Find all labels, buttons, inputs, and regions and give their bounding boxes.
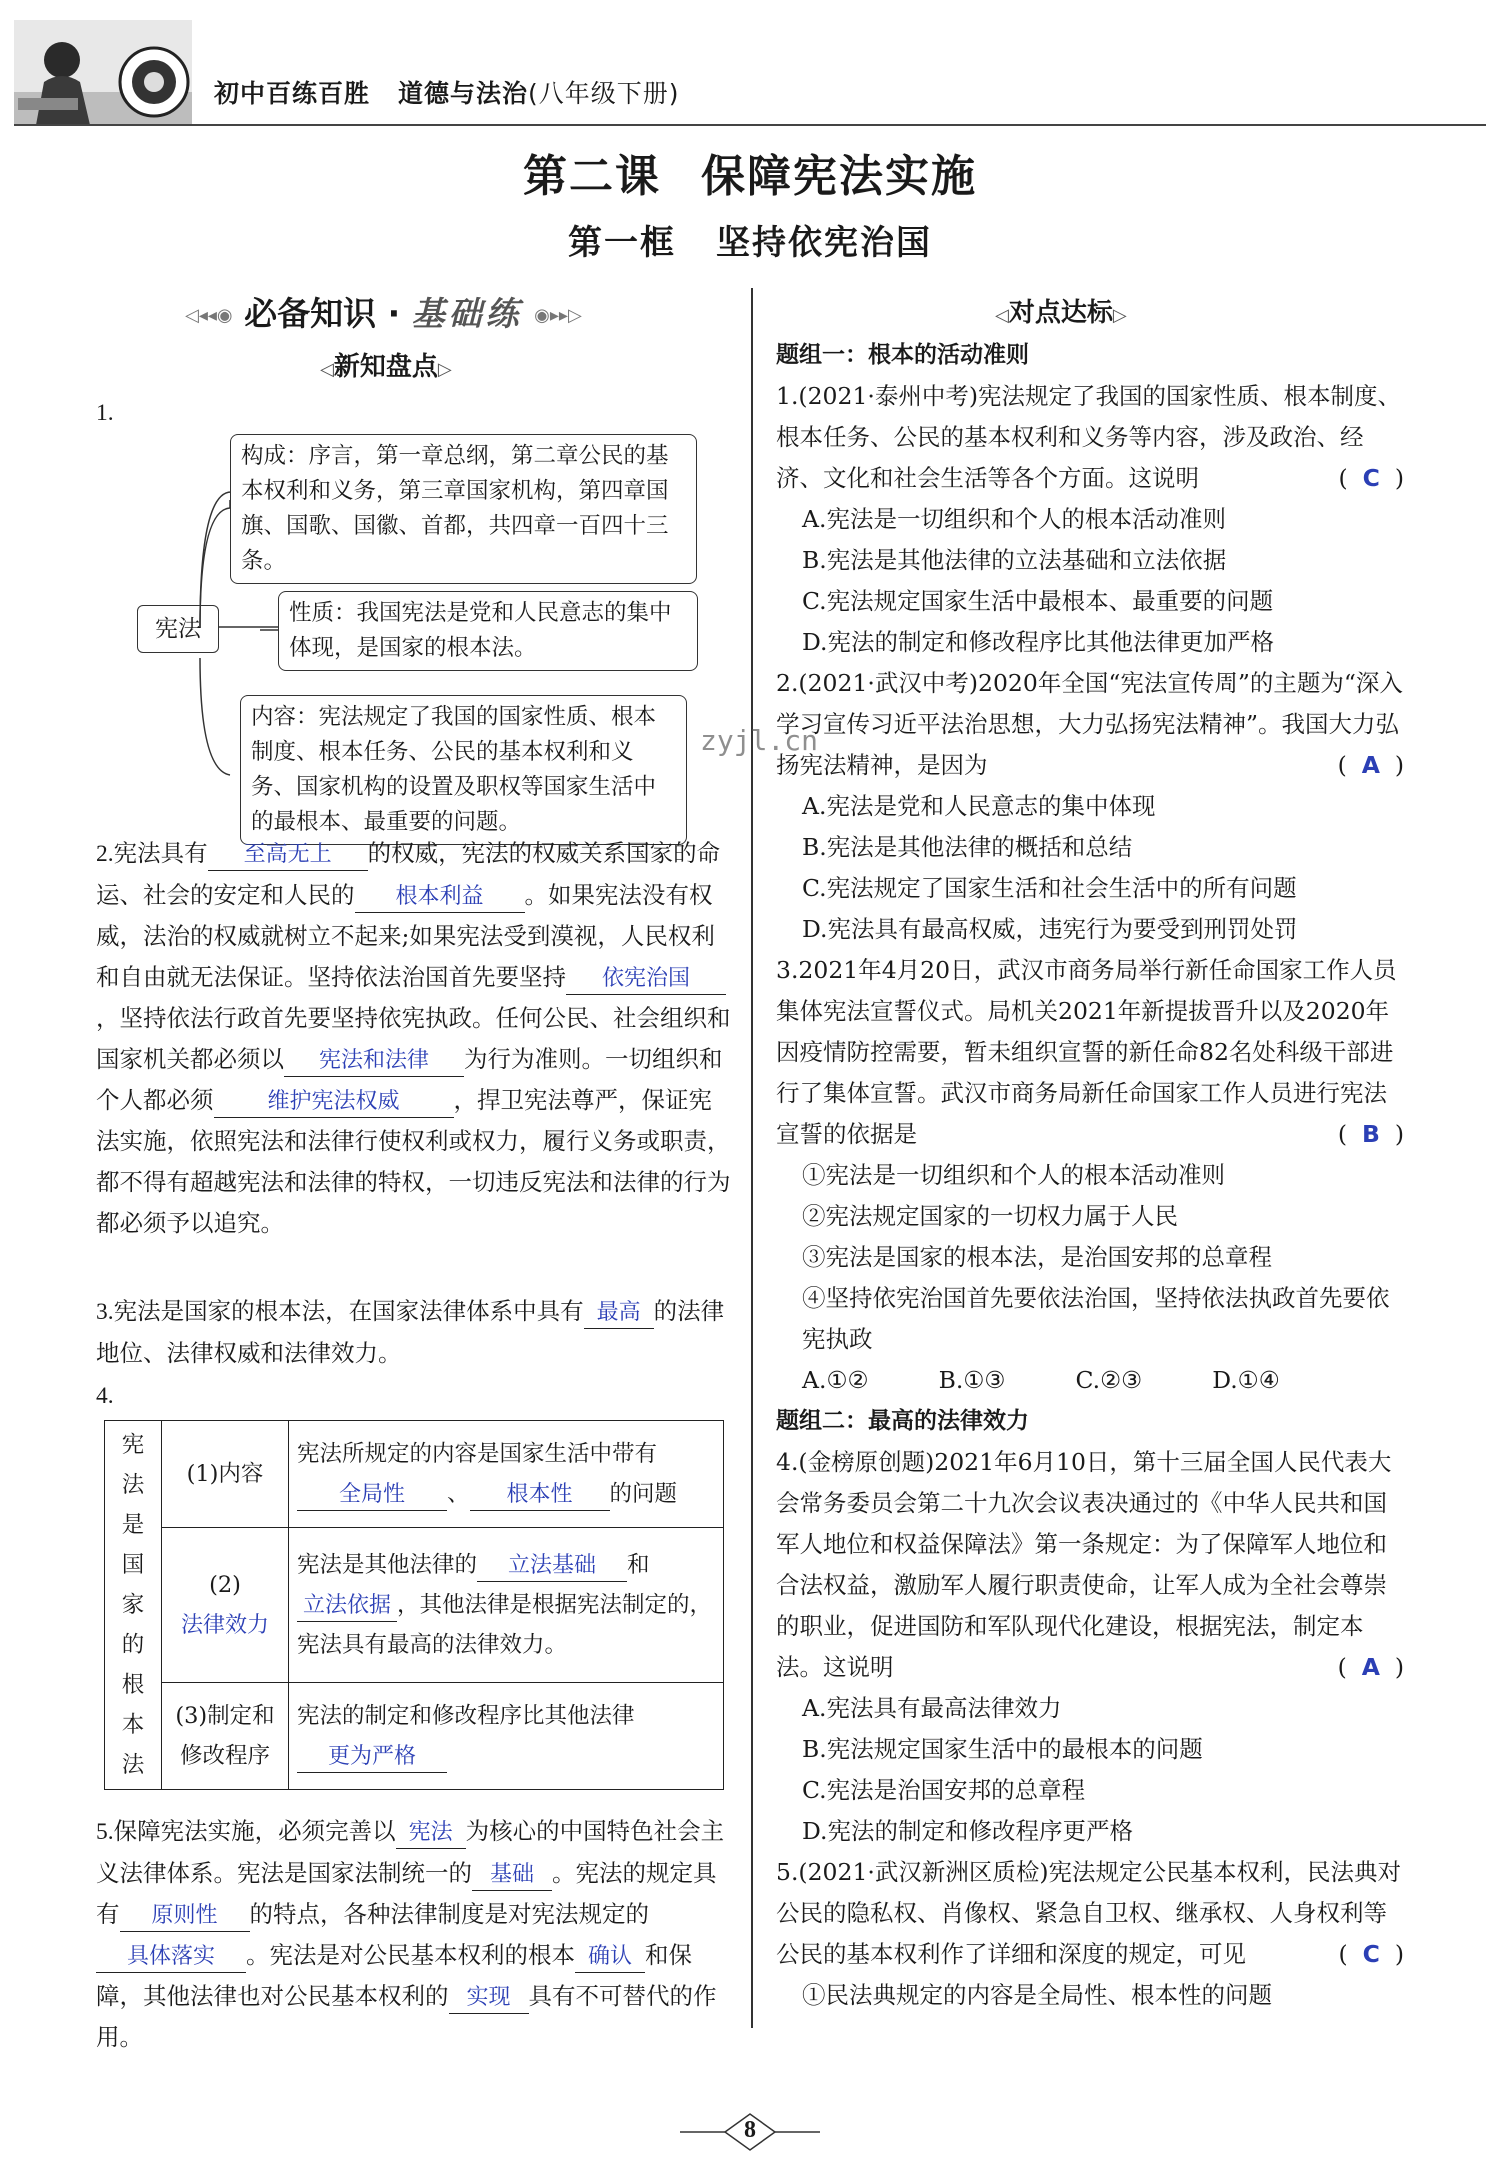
q2-text-3: 。如果宪法没有权威，法治的权威就树立不起来;如果宪法受到漠视，人民权利和自由就无法保证。坚持依法治国首先要坚持 — [96, 881, 715, 991]
r-q3-option-c: C.②③ — [1075, 1366, 1143, 1394]
r-q4-option-c: C.宪法是治国安邦的总章程 — [802, 1776, 1086, 1804]
r-q5-answer-wrap: ( C ) — [1338, 1940, 1404, 1968]
q5-text-3: 。宪法的规定具有 — [96, 1859, 717, 1928]
section-sub: 基础练 — [411, 294, 523, 333]
header-series: 初中百练百胜 — [214, 79, 371, 108]
r-q4-option-b: B.宪法规定国家生活中的最根本的问题 — [802, 1735, 1203, 1763]
r-q2-answer-wrap: ( A ) — [1337, 751, 1404, 779]
right-column — [776, 335, 1404, 2016]
r-q3-stem: 3.2021年4月20日，武汉市商务局举行新任命国家工作人员集体宪法宣誓仪式。局机关2021年新提拔晋升以及2020年因疫情防控需要，暂未组织宣誓的新任命82名处科级干部进行了集体宣誓。武汉市商务局新任命国家工作人员进行宪法宣誓的依据是 — [776, 956, 1397, 1148]
q4-r2-blank-2: 立法依据 — [297, 1591, 397, 1622]
q4-r1-label: (1)内容 — [162, 1421, 289, 1528]
q4-r3-blank-1: 更为严格 — [297, 1742, 447, 1773]
q4-number: 4. — [96, 1383, 114, 1409]
r-q1-option-d: D.宪法的制定和修改程序比其他法律更加严格 — [802, 628, 1274, 656]
q4-r1-blank-1: 全局性 — [297, 1480, 447, 1511]
r-q4-answer-wrap: ( A ) — [1337, 1653, 1404, 1681]
q3-text-2: 的法律地位、法律权威和法律效力。 — [96, 1297, 725, 1367]
q4-table — [104, 1420, 724, 1790]
q4-r1-blank-2: 根本性 — [470, 1480, 610, 1511]
q5-text-6: 和保障，其他法律也对公民基本权利的 — [96, 1941, 692, 2010]
header-grade: (八年级下册) — [528, 79, 680, 108]
q2-blank-4: 宪法和法律 — [284, 1046, 464, 1077]
q5-blank-3: 原则性 — [120, 1901, 250, 1932]
q4-r1-text-1: 宪法所规定的内容是国家生活中带有 — [297, 1440, 658, 1467]
q4-r2-text-1: 宪法是其他法律的 — [297, 1551, 478, 1578]
section-dot: · — [387, 294, 401, 333]
r-question-1 — [776, 376, 1404, 499]
q1-number: 1. — [96, 400, 114, 426]
subsection-right-label: 对点达标 — [1008, 298, 1113, 328]
r-q3-option-a: A.①② — [802, 1366, 869, 1394]
q5-text-2: 为核心的中国特色社会主义法律体系。宪法是国家法制统一的 — [96, 1817, 725, 1887]
q4-r3-label: (3)制定和修改程序 — [162, 1683, 289, 1790]
q5-text-7: 具有不可替代的作用。 — [96, 1982, 717, 2051]
q5-text-4: 的特点，各种法律制度是对宪法规定的 — [249, 1900, 649, 1928]
right-left-mark-icon: ◁ — [995, 305, 1009, 326]
r-q5-item-1: ①民法典规定的内容是全局性、根本性的问题 — [802, 1981, 1272, 2009]
r-q5-stem: 5.(2021·武汉新洲区质检)宪法规定公民基本权利，民法典对公民的隐私权、肖像权、紧急自卫权、继承权、人身权利等公民的基本权利作了详细和深度的规定，可见 — [776, 1858, 1402, 1968]
page-number-text: 8 — [744, 2117, 756, 2143]
r-question-2 — [776, 663, 1404, 786]
lesson-name: 保障宪法实施 — [701, 151, 977, 202]
r-q3-item-2: ②宪法规定国家的一切权力属于人民 — [802, 1202, 1178, 1230]
r-q2-option-a: A.宪法是党和人民意志的集中体现 — [802, 792, 1156, 820]
q5-number: 5. — [96, 1819, 114, 1845]
section-heading — [185, 288, 695, 338]
r-q1-option-a: A.宪法是一切组织和个人的根本活动准则 — [802, 505, 1226, 533]
group-2-heading: 题组二：最高的法律效力 — [776, 1408, 1029, 1434]
q4-r2-label: 法律效力 — [180, 1612, 269, 1638]
header-subject: 道德与法治 — [398, 79, 529, 108]
r-q3-item-4: ④坚持依宪治国首先要依法治国，坚持依法执政首先要依宪执政 — [802, 1284, 1390, 1353]
frame-name: 坚持依宪治国 — [716, 223, 932, 263]
q2-text-6: ，捍卫宪法尊严，保证宪法实施，依照宪法和法律行使权利或权力，履行义务或职责，都不得有超越宪法和法律的特权，一切违反宪法和法律的行为都必须予以追究。 — [96, 1086, 731, 1237]
lesson-title — [0, 140, 1500, 204]
q2-text-5: 为行为准则。一切组织和个人都必须 — [96, 1045, 723, 1114]
r-q2-option-b: B.宪法是其他法律的概括和总结 — [802, 833, 1133, 861]
q5-blank-2: 基础 — [472, 1860, 552, 1891]
q2-blank-5: 维护宪法权威 — [214, 1087, 454, 1118]
r-q4-option-d: D.宪法的制定和修改程序更严格 — [802, 1817, 1133, 1845]
r-q2-options — [776, 786, 1404, 950]
q4-r2-text-3: ，其他法律是根据宪法制定的，宪法具有最高的法律效力。 — [297, 1591, 713, 1658]
q4-r1-cell — [289, 1421, 724, 1528]
q5-blank-1: 宪法 — [396, 1818, 466, 1849]
r-q3-items — [776, 1155, 1404, 1401]
right-arrows-icon: ◉▸▸▷ — [534, 305, 582, 326]
q2-text-1: 宪法具有 — [113, 839, 208, 867]
r-q3-answer-wrap: ( B ) — [1337, 1120, 1404, 1148]
r-question-5 — [776, 1852, 1404, 1975]
question-3 — [96, 1291, 734, 1374]
group-1-heading: 题组一：根本的活动准则 — [776, 342, 1029, 368]
r-question-3 — [776, 950, 1404, 1155]
left-arrows-icon: ◁◂◂◉ — [185, 305, 233, 326]
q2-blank-3: 依宪治国 — [566, 964, 726, 995]
r-q3-option-d: D.①④ — [1212, 1366, 1280, 1394]
q2-blank-2: 根本利益 — [355, 882, 525, 913]
question-5 — [96, 1811, 734, 2058]
mindmap-box-content: 内容：宪法规定了我国的国家性质、根本制度、根本任务、公民的基本权利和义务、国家机构的设置及职权等国家生活中的最根本、最重要的问题。 — [240, 695, 687, 845]
right-mark-icon: ▷ — [437, 359, 452, 380]
page-number — [680, 2112, 820, 2152]
subsection-heading-left — [320, 346, 452, 383]
r-question-4 — [776, 1442, 1404, 1688]
mindmap-links — [110, 600, 285, 660]
q4-r2-blank-1: 立法基础 — [477, 1551, 627, 1582]
mindmap-box-structure: 构成：序言，第一章总纲，第二章公民的基本权利和义务，第三章国家机构，第四章国旗、国歌、国徽、首都，共四章一百四十三条。 — [230, 434, 697, 584]
q3-blank-1: 最高 — [584, 1298, 654, 1329]
header-title — [214, 74, 680, 110]
q4-r2-cell — [289, 1527, 724, 1682]
section-main: 必备知识 — [244, 294, 377, 333]
q4-r3-cell — [289, 1683, 724, 1790]
r-q1-answer-wrap: ( C ) — [1338, 464, 1404, 492]
q5-blank-5: 确认 — [575, 1942, 645, 1973]
frame-title — [0, 215, 1500, 264]
q3-number: 3. — [96, 1299, 114, 1325]
q4-r2-label-cell — [162, 1527, 289, 1682]
q4-r1-text-2: 的问题 — [609, 1480, 678, 1507]
r-q4-options — [776, 1688, 1404, 1852]
q5-text-1: 保障宪法实施，必须完善以 — [113, 1817, 396, 1845]
r-q1-answer: C — [1362, 464, 1380, 492]
r-q1-options — [776, 499, 1404, 663]
r-q1-stem: 1.(2021·泰州中考)宪法规定了我国的国家性质、根本制度、根本任务、公民的基本权利和义务等内容，涉及政治、经济、文化和社会生活等各个方面。这说明 — [776, 382, 1402, 492]
frame-number: 第一框 — [568, 223, 676, 263]
q4-r3-text-1: 宪法的制定和修改程序比其他法律 — [297, 1703, 635, 1729]
r-q2-stem: 2.(2021·武汉中考)2020年全国“宪法宣传周”的主题为“深入学习宣传习近平法治思想，大力弘扬宪法精神”。我国大力弘扬宪法精神，是因为 — [776, 669, 1403, 779]
mindmap-center: 宪法 — [137, 605, 219, 653]
q2-text-2: 的权威，宪法的权威关系国家的命运、社会的安定和人民的 — [96, 839, 721, 909]
lesson-number: 第二课 — [523, 151, 661, 202]
q4-r2-label-pre: (2) — [209, 1571, 241, 1598]
header-rule — [14, 124, 1486, 126]
subsection-heading-right — [995, 292, 1127, 329]
r-q1-option-c: C.宪法规定国家生活中最根本、最重要的问题 — [802, 587, 1274, 615]
r-q3-answer: B — [1361, 1120, 1380, 1148]
r-q2-answer: A — [1361, 751, 1380, 779]
watermark: zyjl.cn — [700, 724, 819, 757]
r-q2-option-c: C.宪法规定了国家生活和社会生活中的所有问题 — [802, 874, 1297, 902]
question-2 — [96, 833, 734, 1244]
q4-row-header: 宪法是国家的根本法 — [105, 1421, 162, 1790]
r-q5-answer: C — [1362, 1940, 1380, 1968]
q4-r2-text-2: 和 — [627, 1551, 650, 1578]
q2-number: 2. — [96, 841, 114, 867]
right-right-mark-icon: ▷ — [1112, 305, 1127, 326]
r-q3-options — [802, 1360, 1404, 1401]
q4-r1-sep: 、 — [447, 1480, 470, 1507]
r-q3-option-b: B.①③ — [938, 1366, 1006, 1394]
q5-blank-4: 具体落实 — [96, 1942, 246, 1973]
left-mark-icon: ◁ — [320, 359, 334, 380]
q2-text-4: ，坚持依法行政首先要坚持依宪执政。任何公民、社会组织和国家机关都必须以 — [96, 1004, 731, 1073]
q5-text-5: 。宪法是对公民基本权利的根本 — [246, 1941, 575, 1969]
header-logo — [14, 20, 192, 125]
q5-blank-6: 实现 — [449, 1983, 529, 2014]
r-q5-items — [776, 1975, 1404, 2016]
column-divider — [751, 288, 753, 2028]
mindmap-box-nature: 性质：我国宪法是党和人民意志的集中体现，是国家的根本法。 — [278, 591, 698, 671]
subsection-left-label: 新知盘点 — [333, 352, 438, 382]
r-q4-stem: 4.(金榜原创题)2021年6月10日，第十三届全国人民代表大会常务委员会第二十九次会议表决通过的《中华人民共和国军人地位和权益保障法》第一条规定：为了保障军人地位和合法权益，激励军人履行职责使命，让军人成为全社会尊崇的职业，促进国防和军队现代化建设，根据宪法，制定本法。这说明 — [776, 1448, 1392, 1681]
r-q4-answer: A — [1361, 1653, 1380, 1681]
q2-blank-1: 至高无上 — [208, 840, 368, 871]
r-q2-option-d: D.宪法具有最高权威，违宪行为要受到刑罚处罚 — [802, 915, 1298, 943]
r-q3-item-3: ③宪法是国家的根本法，是治国安邦的总章程 — [802, 1243, 1272, 1271]
r-q3-item-1: ①宪法是一切组织和个人的根本活动准则 — [802, 1161, 1225, 1189]
q3-text-1: 宪法是国家的根本法，在国家法律体系中具有 — [113, 1297, 584, 1325]
r-q4-option-a: A.宪法具有最高法律效力 — [802, 1694, 1062, 1722]
r-q1-option-b: B.宪法是其他法律的立法基础和立法依据 — [802, 546, 1227, 574]
